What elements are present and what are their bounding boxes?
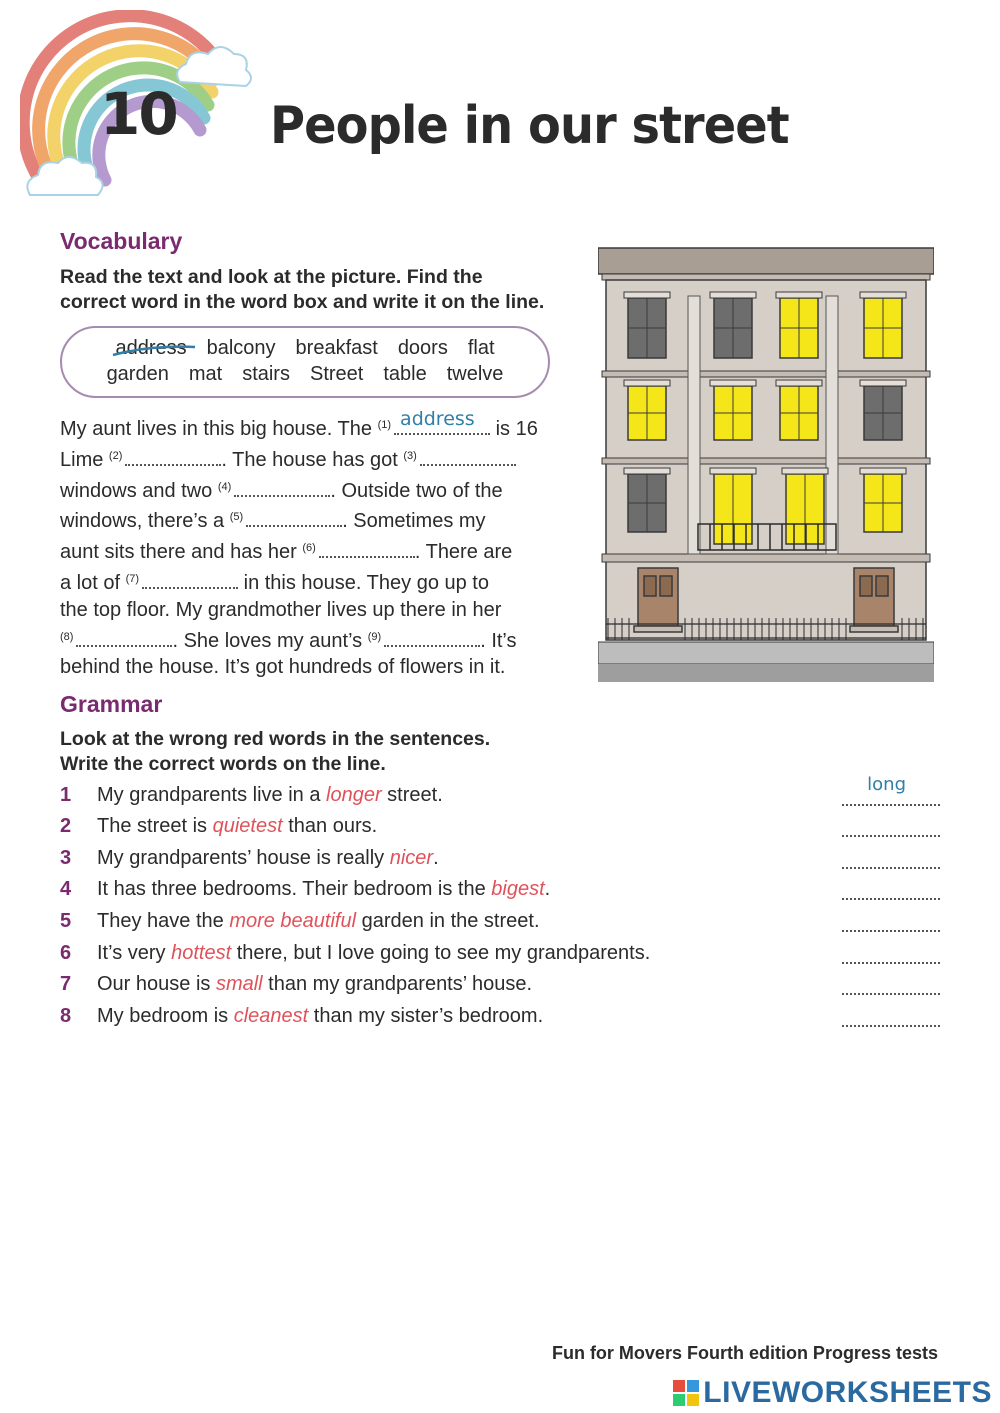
building-illustration [598,246,934,684]
sentence-text: The street is [97,815,213,837]
gap-number: (6) [302,542,316,555]
sentence-text: . [433,847,439,869]
unit-number: 10 [100,80,177,148]
sentence-text: Our house is [97,973,216,995]
wrong-word: small [215,973,263,995]
grammar-item [60,847,940,877]
grammar-item [60,774,940,814]
vocabulary-heading: Vocabulary [60,228,183,254]
answer-line[interactable] [842,989,940,995]
item-sentence [97,942,650,965]
page-title: People in our street [270,96,789,156]
example-answer: long [867,774,906,795]
grammar-instruction [60,727,660,777]
grammar-item [60,878,940,908]
reading-passage [60,408,560,681]
word-box-row [62,363,548,386]
sentence-text: . [544,878,551,900]
footer-credit: Fun for Movers Fourth edition Progress tests [551,1343,938,1363]
answer-blank-9[interactable] [384,633,480,647]
passage-text: . It’s [480,629,517,652]
gap-number: (2) [108,449,123,462]
answer-blank-5[interactable] [246,513,342,527]
answer-line[interactable] [842,894,940,900]
wrong-word: quietest [212,815,283,837]
word-box-word: Street [309,363,364,385]
sentence-text: there, but I love going to see my grandparents. [231,942,651,964]
passage-line [60,504,560,535]
passage-line [60,474,560,505]
liveworksheets-logo-icon [673,1380,699,1406]
gap-number: (9) [367,630,382,643]
item-number: 4 [60,878,72,900]
word-box-word: doors [397,337,448,359]
answer-line[interactable] [842,863,940,869]
item-sentence [97,973,532,996]
word-box-word: breakfast [295,337,378,359]
grammar-item [60,815,940,845]
passage-line [60,408,560,443]
vocabulary-instruction-line: Read the text and look at the picture. Find the [60,266,483,288]
grammar-instruction-line: Write the correct words on the line. [60,753,386,775]
word-box-word: address [115,337,187,359]
gap-number: (4) [217,480,232,493]
item-number: 1 [60,784,72,806]
sentence-text: My grandparents’ house is really [97,847,390,869]
word-box-row [62,337,548,360]
passage-line [60,443,560,474]
item-sentence [97,878,550,901]
word-box [60,326,550,398]
word-box-word: table [383,363,427,385]
item-number: 5 [60,910,72,932]
passage-text: . Sometimes my [342,510,486,533]
answer-blank-6[interactable] [319,544,415,558]
grammar-item [60,973,940,1003]
vocabulary-instruction-line: correct word in the word box and write it on the line. [60,291,545,313]
gap-number: (3) [403,449,417,462]
sentence-text: than my grandparents’ house. [262,973,533,995]
sentence-text: They have the [97,910,230,932]
word-box-item [115,337,186,360]
vocabulary-instruction [60,265,600,315]
answer-line[interactable] [842,800,940,806]
liveworksheets-logo[interactable] [673,1376,992,1410]
grammar-item [60,942,940,972]
sentence-text: than my sister’s bedroom. [308,1005,544,1027]
passage-text: windows and two [60,479,213,502]
answer-blank-8[interactable] [76,633,172,647]
wrong-word: cleanest [233,1005,309,1027]
passage-line [60,535,560,566]
passage-line [60,566,560,597]
wrong-word: longer [326,784,382,806]
answer-blank-3[interactable] [420,452,516,466]
passage-text: . Outside two of the [330,479,503,502]
logo-text: LIVEWORKSHEETS [703,1376,992,1409]
item-number: 7 [60,973,72,995]
answer-blank-2[interactable] [125,452,221,466]
answer-line[interactable] [842,926,940,932]
grammar-heading: Grammar [60,691,163,717]
item-sentence [97,910,540,933]
passage-line: the top floor. My grandmother lives up there in her [60,598,502,621]
answer-blank-4[interactable] [234,483,330,497]
sentence-text: garden in the street. [356,910,540,932]
passage-line [60,624,560,655]
answer-line[interactable] [842,958,940,964]
gap-number: (1) [377,419,392,431]
sentence-text: It’s very [97,942,172,964]
sentence-text: My bedroom is [97,1005,234,1027]
word-box-word: flat [467,337,495,359]
gap-number: (5) [229,511,244,524]
wrong-word: more beautiful [229,910,357,932]
word-box-word: balcony [206,337,276,359]
passage-text: . The house has got [221,448,398,471]
grammar-item [60,910,940,940]
passage-line: behind the house. It’s got hundreds of flowers in it. [60,656,506,679]
item-sentence [97,784,443,807]
word-box-word: garden [106,363,169,385]
grammar-instruction-line: Look at the wrong red words in the sentences. [60,728,491,750]
gap-number: (8) [60,630,74,643]
passage-text: in this house. They go up to [243,571,489,594]
item-sentence [97,847,439,870]
item-sentence [97,1005,543,1028]
word-box-word: twelve [446,363,504,385]
sentence-text: street. [381,784,443,806]
answer-blank-7[interactable] [142,575,238,589]
word-box-word: stairs [242,363,290,385]
passage-text: . There are [414,541,513,564]
passage-text: windows, there’s a [60,510,225,533]
sentence-text: My grandparents live in a [97,784,327,806]
passage-text: aunt sits there and has her [60,541,297,564]
answer-line[interactable] [842,1021,940,1027]
example-answer: address [400,408,475,431]
grammar-item [60,1005,940,1035]
passage-text: is 16 [495,418,538,440]
item-number: 2 [60,815,72,837]
strike-through-icon [111,343,197,357]
sentence-text: It has three bedrooms. Their bedroom is the [97,878,492,900]
passage-text: a lot of [60,571,121,594]
answer-blank-1[interactable] [394,408,490,435]
passage-text: My aunt lives in this big house. The [60,418,373,440]
wrong-word: hottest [171,942,232,964]
sentence-text: than ours. [282,815,378,837]
wrong-word: nicer [389,847,434,869]
item-number: 6 [60,942,72,964]
word-box-word: mat [188,363,223,385]
passage-text: Lime [60,448,104,471]
item-number: 3 [60,847,72,869]
gap-number: (7) [125,572,140,585]
item-sentence [97,815,377,838]
item-number: 8 [60,1005,72,1027]
answer-line[interactable] [842,831,940,837]
wrong-word: bigest [491,878,545,900]
passage-text: . She loves my aunt’s [172,629,363,652]
